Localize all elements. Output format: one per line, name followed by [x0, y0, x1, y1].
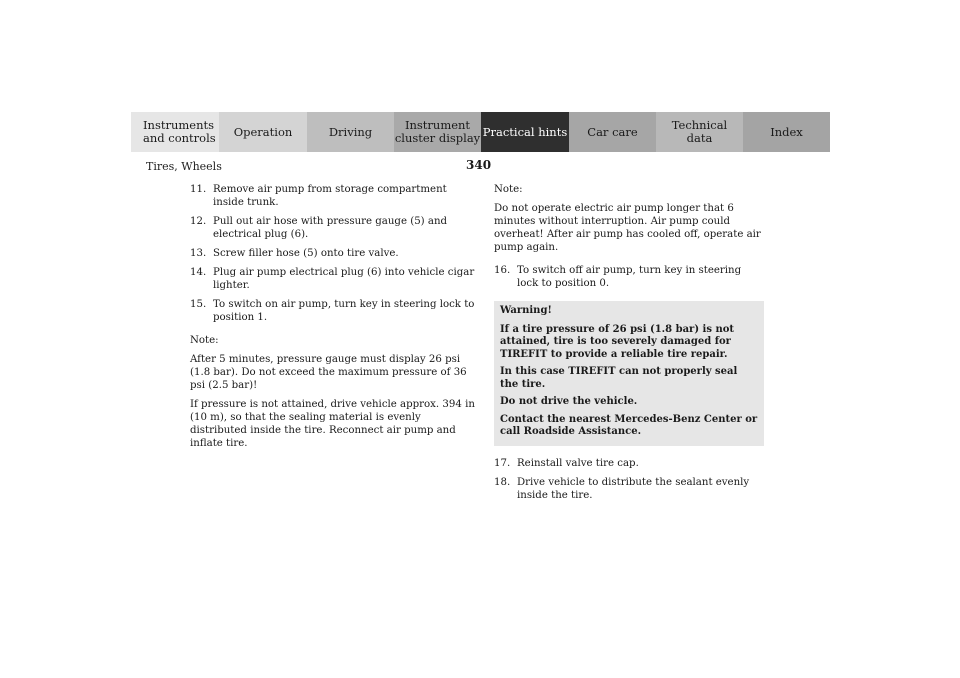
tab-car-care[interactable]: Car care: [569, 112, 656, 152]
right-steps-list: [494, 264, 764, 290]
step-number: 18.: [494, 476, 511, 488]
warning-title: Warning!: [500, 305, 552, 316]
warning-paragraph: Do not drive the vehicle.: [500, 396, 638, 407]
tab-instrument-cluster-display[interactable]: Instrument cluster display: [394, 112, 481, 152]
step-item: [190, 298, 480, 324]
note-label: Note:: [494, 184, 523, 195]
section-title: Tires, Wheels: [146, 160, 222, 173]
tab-driving[interactable]: Driving: [307, 112, 394, 152]
page-number: 340: [466, 158, 492, 172]
step-number: 15.: [190, 299, 207, 310]
step-item: [494, 264, 764, 290]
step-text: Plug air pump electrical plug (6) into vehicle cigar lighter.: [213, 267, 475, 291]
warning-paragraph: If a tire pressure of 26 psi (1.8 bar) is not attained, tire is too severely damaged for TIREFIT to provide a reliable tire repair.: [500, 323, 735, 360]
left-steps-list: [190, 183, 480, 324]
left-column: [190, 183, 480, 456]
step-number: 12.: [190, 216, 207, 227]
step-number: 13.: [190, 248, 207, 259]
warning-box: [494, 301, 764, 446]
step-text: To switch on air pump, turn key in steering lock to position 1.: [213, 299, 475, 323]
step-item: [190, 266, 480, 292]
step-item: [190, 215, 480, 241]
step-text: To switch off air pump, turn key in steering lock to position 0.: [517, 265, 742, 289]
right-column: [494, 183, 764, 508]
step-text: Drive vehicle to distribute the sealant evenly inside the tire.: [517, 476, 750, 501]
step-number: 16.: [494, 265, 511, 276]
right-steps-list: [494, 457, 764, 502]
step-item: [190, 183, 480, 209]
step-number: 11.: [190, 184, 207, 195]
tab-practical-hints[interactable]: Practical hints: [481, 112, 569, 152]
step-text: Remove air pump from storage compartment inside trunk.: [213, 184, 447, 208]
warning-paragraph: Contact the nearest Mercedes-Benz Center or call Roadside Assistance.: [500, 413, 758, 437]
step-number: 17.: [494, 457, 511, 469]
tab-technical-data[interactable]: Technical data: [656, 112, 743, 152]
tab-instruments-and-controls[interactable]: Instruments and controls: [131, 112, 219, 152]
step-number: 14.: [190, 267, 207, 278]
note-paragraph: If pressure is not attained, drive vehicle approx. 394 in (10 m), so that the sealing material is evenly distributed inside the tire. Reconnect air pump and inflate tire.: [190, 399, 475, 449]
note-paragraph: After 5 minutes, pressure gauge must display 26 psi (1.8 bar). Do not exceed the maximum pressure of 36 psi (2.5 bar)!: [190, 354, 467, 391]
step-text: Screw filler hose (5) onto tire valve.: [213, 248, 399, 259]
step-item: [190, 247, 480, 260]
chapter-tab-bar: [131, 112, 830, 152]
note-paragraph: Do not operate electric air pump longer that 6 minutes without interruption. Air pump could overheat! After air pump has cooled off, operate air pump again.: [494, 203, 761, 253]
step-item: [494, 476, 764, 502]
warning-paragraph: In this case TIREFIT can not properly seal the tire.: [500, 366, 738, 390]
tab-index[interactable]: Index: [743, 112, 830, 152]
step-item: [494, 457, 764, 470]
note-label: Note:: [190, 335, 219, 346]
step-text: Pull out air hose with pressure gauge (5) and electrical plug (6).: [213, 216, 448, 240]
tab-operation[interactable]: Operation: [219, 112, 307, 152]
step-text: Reinstall valve tire cap.: [517, 457, 639, 469]
